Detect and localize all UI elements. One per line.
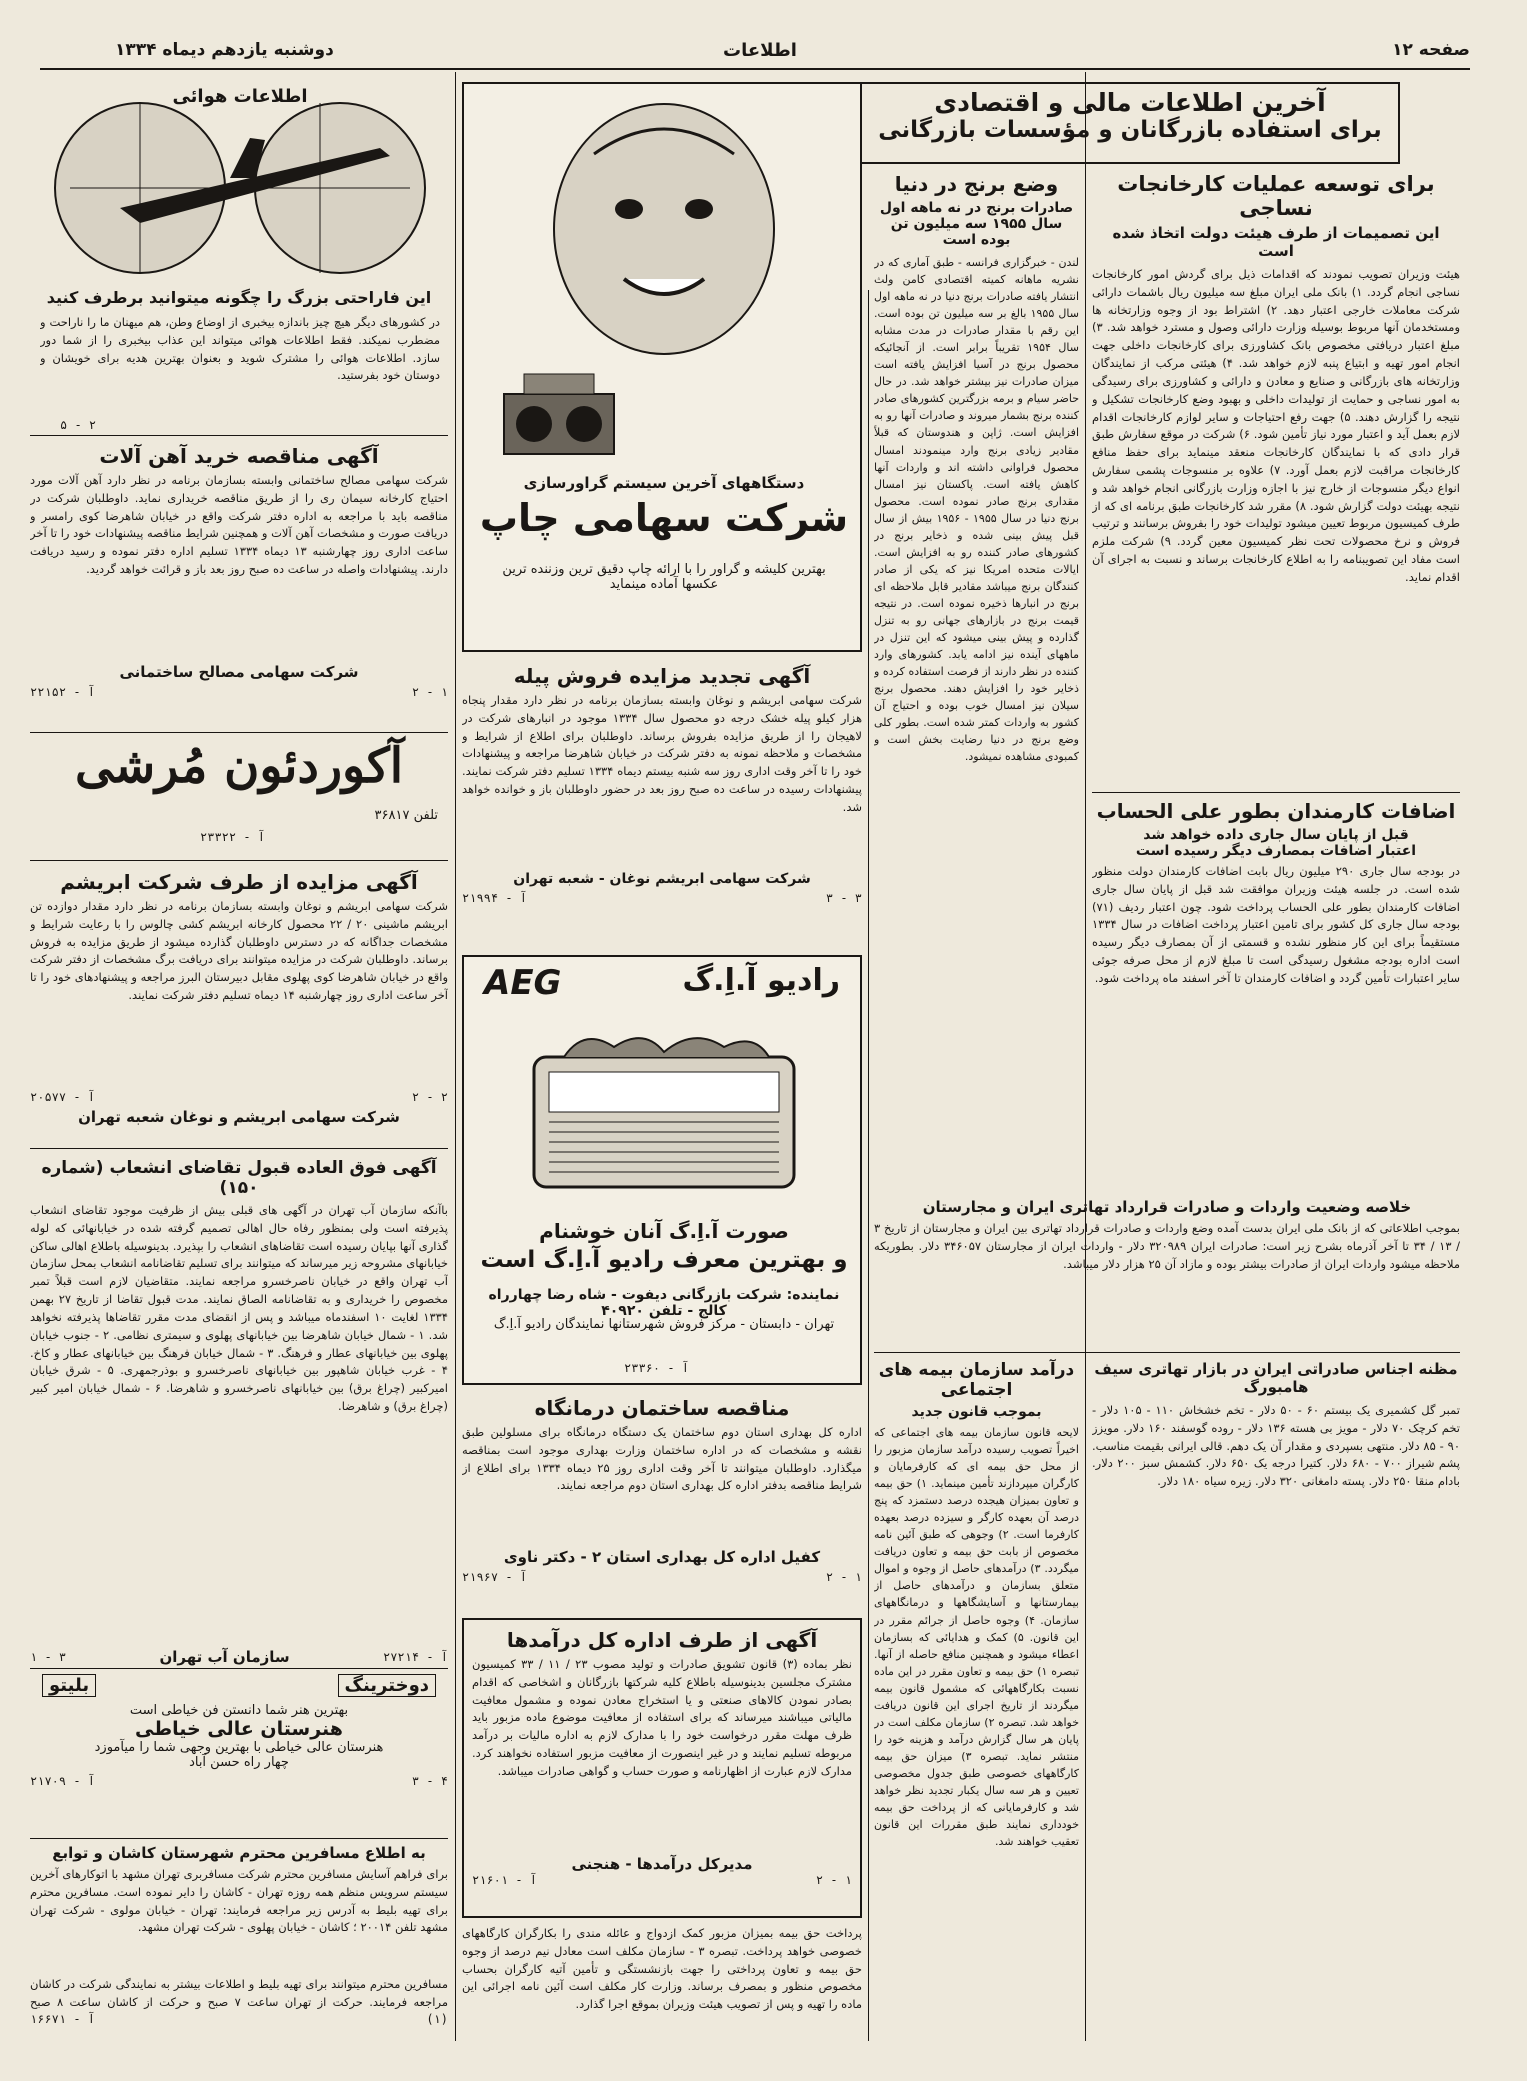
school-address: چهار راه حسن آباد (189, 1755, 289, 1770)
ad-code-left: آ - ۱۶۶۷۱ (30, 2012, 96, 2026)
rice-body: لندن - خبرگزاری فرانسه - طبق آماری که در نشریه ماهانه کمیته اقتصادی کامن ولث انتشار یافته صادرات برنج دنیا در نه ماهه اول سال ۱۹۵۵ بالغ بر سه میلیون تن بوده است. این رقم با مقدار صادرات در مدت مشابه سال ۱۹۵۴ تقریباً برابر است. از آنجائیکه محصول برنج در آسیا افزایش یافته است میزان صادرات نیز بیشتر خواهد شد. در حال حاضر سیام و برمه بزرگترین کشورهای صادر کننده برنج بشمار میروند و صادرات آنها رو به افزایش است. ژاپن و هندوستان که قبلاً مقادیر زیادی برنج وارد مینمودند امسال محصول فراوانی داشته اند و واردات آنها کاهش یافته است. پاکستان نیز امسال مقداری برنج صادر نموده است. محصول برنج دنیا در سال ۱۹۵۵ - ۱۹۵۶ بیش از سال قبل پیش بینی شده و ذخایر برنج در کشورهای صادر کننده رو به افزایش است. ایالات متحده امریکا نیز که یکی از صادر کنندگان برنج میباشد مقادیر قابل ملاحظه ای برنج در انبارها ذخیره نموده است. در نتیجه قیمت برنج در بازارهای جهانی رو به تنزل گذارده و پیش بینی میشود که این تنزل در ماههای آینده نیز ادامه یابد. کشورهای وارد کننده در نظر دارند از فرصت استفاده کرده و ذخایر خود را افزایش دهند. محصول برنج سیلان نیز امسال خوب بوده و احتیاج آن کشور به واردات کمتر شده است. بطور کلی وضع برنج در دنیا رضایت بخش است و کمبودی مشاهده نمیشود. (874, 256, 1079, 764)
water-body: باآنکه سازمان آب تهران در آگهی های قبلی بیش از ظرفیت موجود تقاضای انشعاب پذیرفته است ولی بمنظور رفاه حال اهالی تصمیم گرفته شده در خیابانهائی که لوله گذاری آنها بپایان رسیده است تقاضاهای انشعاب را بپذیرد. بدینوسیله باطلاع اهالی ساکن خیابانهای مشروحه زیر میرساند که میتوانند برای تسلیم تقاضانامه انشعاب بمحل سازمان آب تهران واقع در خیابان ناصرخسرو مراجعه نمایند. متقاضیان لازم است قبلاً تمبر مخصوص را خریداری و به تقاضانامه الصاق نمایند. مدت قبول تقاضا از تاریخ ۲۷ بهمن ۱۳۳۴ لغایت ۱۰ اسفندماه میباشد و پس از انقضای مدت مقرر تقاضاها پذیرفته نخواهد شد. ۱ - شمال خیابان شاهرضا بین خیابانهای پهلوی و سیمتری نظامی. ۲ - جنوب خیابان پهلوی بین خیابانهای عطار و فرهنگ. ۳ - شمال خیابان فرهنگ بین خیابانهای عطار و کاخ. ۴ - غرب خیابان شاهپور بین خیابانهای ناصرخسرو و بوذرجمهری. ۵ - شرق خیابان امیرکبیر (چراغ برق) بین خیابانهای ناصرخسرو و شاهرضا. ۶ - شمال خیابان امیر کبیر (چراغ برق) و شاهرضا. (30, 1203, 448, 1413)
trade-body: بموجب اطلاعاتی که از بانک ملی ایران بدست آمده وضع واردات و صادرات قرارداد تهاتری بین ایران و مجارستان از تاریخ ۳ / ۱۳ / ۳۴ تا آخر آذرماه بشرح زیر است: صادرات ایران ۳۲۰۹۸۹ دلار - واردات ایران از مجارستان ۳۴۶۰۵۷ دلار. بطوریکه ملاحظه میشود واردات ایران از صادرات بیشتر بوده و مازاد آن ۲۵ هزار دلار میباشد. (874, 1221, 1460, 1271)
silk-sale-title: آگهی تجدید مزایده فروش پیله (513, 664, 811, 688)
column-rule (455, 72, 456, 2041)
ad-code-right: ۲ - ۱ (815, 1873, 852, 1887)
textile-subhead: این تصمیمات از طرف هیئت دولت اتخاذ شده است (1112, 224, 1440, 260)
printing-company: شرکت سهامی چاپ (479, 496, 849, 540)
clinic-ad (462, 1392, 862, 1612)
section-rule (1092, 792, 1460, 793)
carpet-prices (1092, 1360, 1460, 2040)
water-signature: سازمان آب تهران (159, 1648, 290, 1666)
kashan-title: به اطلاع مسافرین محترم شهرستان کاشان و توابع (52, 1844, 426, 1862)
air-banner: اطلاعات هوائی (172, 86, 308, 107)
air-code: ۵ - ۲ (60, 418, 97, 432)
globe-airplane-illustration (50, 78, 430, 278)
air-headline: این فاراحتی بزرگ را چگونه میتوانید برطرف کنید (46, 288, 432, 307)
finance-banner (860, 82, 1400, 164)
section-rule (30, 1838, 448, 1839)
ad-code (462, 1570, 862, 1584)
school-logo-right: دوخترینگ (338, 1674, 436, 1697)
accordion-name: آکوردئون مُرشی (74, 738, 404, 794)
clinic-signature: کفیل اداره کل بهداری استان ۲ - دکتر ناوی (503, 1548, 821, 1566)
clinic-body: اداره کل بهداری استان دوم ساختمان یک دستگاه درمانگاه برای مسلولین طبق نقشه و مشخصات که در اداره ساختمان وزارت بهداری موجود است بمناقصه میگذارد. داوطلبان میتوانند تا آخر وقت اداری روز ۲۵ دیماه ۱۳۳۴ برای اطلاع از شرایط مناقصه بدفتر اداره کل بهداری استان دوم مراجعه نمایند. (462, 1425, 862, 1493)
school-headline: هنرستان عالی خیاطی (135, 1718, 343, 1740)
kashan-body: برای فراهم آسایش مسافرین محترم شرکت مسافربری تهران مشهد با اتوکارهای آخرین سیستم سرویس منظم همه روزه تهران - کاشان را دایر نموده است. مسافرین محترم برای تهیه بلیط به آدرس زیر مراجعه فرمایند: تهران - خیابان مولوی - شرکت تهران مشهد تلفن ۲۰۰۱۴ ؛ کاشان - خیابان پهلوی - شرکت تهران مشهد. (30, 1867, 448, 1935)
radio-slogan1: صورت آ.اِ.گ آنان خوشنام (539, 1219, 789, 1243)
radio-slogan2: و بهترین معرف رادیو آ.اِ.گ است (480, 1247, 848, 1273)
section-rule (30, 1668, 448, 1669)
school-line2: هنرستان عالی خیاطی با بهترین وجهی شما را میآموزد (94, 1740, 384, 1755)
ad-code-left: آ - ۲۱۹۹۴ (462, 891, 528, 905)
textile-article (1092, 172, 1460, 1207)
kashan-ad (30, 1844, 448, 2044)
page-header (60, 40, 1527, 66)
revenue-signature: مدیرکل درآمدها - هنجنی (571, 1855, 753, 1873)
ad-code-right: ۳ - ۴ (411, 1774, 448, 1788)
supplement-headline: اضافات کارمندان بطور علی الحساب (1096, 799, 1456, 823)
radio-ad (462, 955, 862, 1385)
ad-code-right: ۲ - ۱ (825, 1570, 862, 1584)
iron-tender-body: شرکت سهامی مصالح ساختمانی وابسته بسازمان برنامه در نظر دارد آهن آلات مورد احتیاج کارخانه سیمان ری را از طریق مناقصه خریداری نماید. داوطلبان شرکت در مناقصه باید با مراجعه به اداره دفتر شرکت واقع در خیابان شاهرضا کوی رامسر و دریافت صورت و مشخصات آهن آلات و همچنین شرایط مناقصه پیشنهادات خود را تا آخر ساعت اداری روز چهارشنبه ۱۳ دیماه ۱۳۳۴ تسلیم اداره دفتر نموده و رسید دریافت دارند. پیشنهادات واصله در ساعت ده صبح روز بعد باز و قرائت خواهد گردید. (30, 473, 448, 577)
clinic-title: مناقصه ساختمان درمانگاه (534, 1396, 790, 1420)
ad-code-right: ۱ - ۳ (30, 1650, 67, 1664)
section-rule (874, 1352, 1460, 1353)
section-rule (30, 732, 448, 733)
revenue-body: نظر بماده (۳) قانون تشویق صادرات و تولید مصوب ۲۳ / ۱۱ / ۳۳ کمیسیون مشترک مجلسین بدینوسیله باطلاع کلیه شرکتها بازرگانان و اشخاصی که اقدام بصادر نمودن کالاهای صنعتی و یا استخراج معادن نموده و مشمول معافیت مالیاتی میباشند میرساند که برای استفاده از معافیت موضوع ماده مزبور باید ظرف مهلت مقرر درخواست خود را با مدارک لازم به اداره مالیات بر درآمد مربوطه تسلیم نمایند و در غیر اینصورت از معافیت مزبور استفاده نخواهند کرد. مدارک لازم عبارت از اظهارنامه و صورت حساب و گواهی صادرات میباشد. (472, 1657, 852, 1778)
section-rule (30, 860, 448, 861)
water-ad (30, 1154, 448, 1664)
printing-press-icon (484, 354, 634, 474)
radio-provinces: تهران - دابستان - مرکز فروش شهرستانها نمایندگان رادیو آ.اِ.گ (493, 1317, 835, 1332)
insurance-body: لایحه قانون سازمان بیمه های اجتماعی که اخیراً تصویب رسیده درآمد سازمان مزبور را از محل حق بیمه ای که کارفرمایان و کارگران میپردازند تأمین مینماید. ۱) حق بیمه و تعاون بمیزان هیجده درصد دستمزد که پنج درصد آن بعهده کارگر و سیزده درصد بعهده کارفرما است. ۲) وجوهی که طبق آئین نامه مخصوص از بابت حق بیمه و تعاون دریافت میگردد. ۳) درآمدهای حاصل از وجوه و اموال متعلق بسازمان و درآمدهای حاصل از بیمارستانها و آسایشگاهها و درمانگاههای سازمان. ۴) وجوه حاصل از جرائم مقرر در این قانون. ۵) کمک و هدایائی که بسازمان اعطاء میشود و همچنین منافع حاصله از آنها. تبصره ۱) حق بیمه و تعاون مقرر در این ماده نسبت بکارگاههائی که مشمول قانون بیمه میگردند از تاریخ اجرای این قانون دریافت خواهد شد. تبصره ۲) سازمان مکلف است در پایان هر سال گزارش درآمد و هزینه خود را منتشر نماید. تبصره ۳) میزان حق بیمه کارگاههای خصوصی طبق جدول مخصوصی تعیین و هر سه سال یکبار تجدید نظر خواهد شد و کارفرمایانی که از پرداخت حق بیمه خودداری نمایند طبق مقررات این قانون تعقیب خواهند شد. (874, 1426, 1079, 1849)
carpet-body: تمبر گل کشمیری یک بیستم ۶۰ - ۵۰ دلار - تخم خشخاش ۱۱۰ - ۱۰۵ دلار - تخم کرچک ۷۰ دلار - مویز بی هسته ۱۳۶ دلار - روده گوسفند ۱۶۰ دلار. مویزز ۹۰ - ۸۵ دلار. منتهی بسپردی و مقدار آن یک دهم. قالی ایرانی بقیمت مناسب. پشم شیراز ۷۰۰ - ۶۸۰ دلار. کتیرا درجه یک ۶۵۰ دلار. کشمش سبز ۲۰۰ دلار. بادام منقا ۲۵۰ دلار. پسته دامغانی ۳۲۰ دلار. زیره سیاه ۱۸۰ دلار. (1092, 1403, 1460, 1489)
section-rule (30, 1148, 448, 1149)
finance-title: آخرین اطلاعات مالی و اقتصادی (934, 88, 1326, 117)
printing-tagline: بهترین کلیشه و گراور را با ارائه چاپ دقیق ترین وزننده ترین عکسها آماده مینماید (502, 562, 826, 592)
ad-code (30, 1774, 448, 1788)
ad-code (30, 685, 448, 699)
carpet-headline: مظنه اجناس صادراتی ایران در بازار تهاتری سیف هامبورگ (1094, 1360, 1458, 1396)
finance-subtitle: برای استفاده بازرگانان و مؤسسات بازرگانی (878, 117, 1382, 143)
textile-body: هیئت وزیران تصویب نمودند که اقدامات ذیل برای گردش امور کارخانجات نساجی انجام گردد. ۱) بانک ملی ایران مبلغ سه میلیون ریال باشمات دارائی شرکت معاملات خارجی اعتبار دهد. ۲) اشتراط بود از وجوه وزارتخانه ها ومستخدمان آنها مربوط بوسیله وزارت دارائی وصول و مسترد خواهد شد. ۳) مبلغ اعتبار دریافتی مخصوص بانک کشاورزی برای کارخانجات داخلی جهت انجام امور تهیه و ابتیاع پنبه لازم خواهد شد. ۴) هیئتی مرکب از نمایندگان وزارتخانه های بازرگانی و صنایع و معادن و دارائی و کشاورزی برای رسیدگی به امور نساجی و حمایت از تولیدات داخلی و بهبود وضع کارخانجات تشکیل و نتیجه را گزارش دهند. ۵) جهت رفع احتیاجات و سایر لوازم کارخانجات اقدام لازم بعمل آید و اعتبار مورد نیاز تأمین شود. ۶) شرکت در موقع سفارش طبق قرار دادی که با نمایندگان کارخانجات منعقد مینماید برای حفظ منافع کارخانجات مراقبت لازم بعمل آورد. ۷) علاوه بر منسوجات پشمی سفارش انواع دیگر منسوجات از خارج نیز با اجازه وزارت بازرگانی انجام خواهد شد و نتیجه بهیئت دولت گزارش شود. ۸) مقرر شد کارخانجات طبق برنامه ای که از طرف کمیسیون مربوط تعیین میشود تولیدات خود را بفروش برسانند و ترتیب فروش و نرخ محصولات تحت نظر کمیسیون معین گردد. ۹) شرکت ملزم است مفاد این تصویبنامه را به اطلاع کارخانجات برساند و نسبت به اجرای آن اقدام نماید. (1092, 267, 1460, 584)
ad-code-left: آ - ۲۱۷۰۹ (30, 1774, 96, 1788)
school-line1: بهترین هنر شما دانستن فن خیاطی است (129, 1703, 349, 1718)
insurance-headline: درآمد سازمان بیمه های اجتماعی (878, 1360, 1075, 1400)
silk-sale-signature: شرکت سهامی ابریشم نوغان - شعبه تهران (513, 871, 811, 887)
textile-headline: برای توسعه عملیات کارخانجات نساجی (1117, 172, 1435, 220)
radio-brand-fa: رادیو آ.اِ.گ (682, 963, 840, 998)
ad-code-right: ۳ - ۳ (825, 891, 862, 905)
baby-illustration (534, 94, 794, 364)
rice-headline: وضع برنج در دنیا (894, 172, 1059, 196)
supplement-sub2: اعتبار اضافات بمصارف دیگر رسیده است (1135, 843, 1417, 859)
revenue-ad (462, 1618, 862, 1918)
ad-code-left: آ - ۲۱۶۰۱ (472, 1873, 538, 1887)
water-title: آگهی فوق العاده قبول تقاضای انشعاب (شماره ۱۵۰) (41, 1158, 437, 1198)
radio-brand-en: AEG (484, 963, 562, 1003)
silk-auction-title: آگهی مزایده از طرف شرکت ابریشم (60, 870, 418, 894)
ad-code-left: آ - ۲۷۲۱۴ (382, 1650, 448, 1664)
iron-tender-signature: شرکت سهامی مصالح ساختمانی (119, 663, 359, 681)
ad-code (30, 2012, 448, 2026)
ad-code (30, 1090, 448, 1104)
printing-ad (462, 82, 862, 652)
rice-article (874, 172, 1079, 1192)
ad-code (472, 1873, 852, 1887)
issue-date: دوشنبه یازدهم دیماه ۱۳۳۴ (115, 40, 334, 60)
column-rule (868, 290, 869, 2041)
supplement-sub1: قبل از پایان سال جاری داده خواهد شد (1143, 827, 1409, 843)
air-body: در کشورهای دیگر هیچ چیز باندازه بیخبری از اوضاع وطن، هم میهنان ما را ناراحت و مضطرب نمیکند. فقط اطلاعات هوائی میتواند این عذاب بیخبری را از شما دور سازد. اطلاعات هوائی را مشترک شوید و بعنوان بهترین هدیه برای خویشان و دوستان خود بفرستید. (40, 315, 440, 383)
radio-code: آ - ۲۳۳۶۰ (624, 1361, 690, 1375)
silk-sale-body: شرکت سهامی ابریشم و نوغان وابسته بسازمان برنامه در نظر دارد مقدار پنجاه هزار کیلو پیله خشک درجه دو محصول سال ۱۳۳۴ موجود در انبارهای شرکت در لاهیجان را از طریق مزایده بفروش برساند. داوطلبان برای اطلاع از شرایط و مشخصات و ملاحظه نمونه به دفتر شرکت در خیابان شاهرضا مراجعه و پیشنهادات خود را تا آخر وقت اداری روز سه شنبه بیستم دیماه ۱۳۳۴ تسلیم دفتر شرکت نمایند. پیشنهادات رسیده در ساعت ده صبح روز بعد در حضور داوطلبان باز و خوانده خواهد شد. (462, 693, 862, 814)
school-logo-left: بلیتو (42, 1674, 96, 1697)
iron-tender-title: آگهی مناقصه خرید آهن آلات (99, 444, 379, 468)
silk-sale-ad (462, 660, 862, 955)
radio-illustration (524, 1027, 804, 1197)
rice-subhead: صادرات برنج در نه ماهه اول سال ۱۹۵۵ سه میلیون تن بوده است (879, 200, 1074, 248)
accordion-code: آ - ۲۳۳۲۲ (200, 830, 266, 844)
accordion-ad (30, 738, 448, 858)
accordion-phone: تلفن ۳۶۸۱۷ (374, 808, 438, 823)
ad-code (462, 891, 862, 905)
trade-article (874, 1198, 1460, 1350)
insurance-continuation: پرداخت حق بیمه بمیزان مزبور کمک ازدواج و عائله مندی را بکارگران کارگاههای خصوصی خواهد پرداخت. تبصره ۳ - سازمان مکلف است معادل نیم درصد از وجوه حق بیمه و تعاون پرداختی را جهت بازنشستگی و تأمین آتیه کارگران بحساب مخصوص منظور و بمصرف برساند. وزارت کار مکلف است آئین نامه اجرائی این ماده را تهیه و پس از تصویب هیئت وزیران بموقع اجرا گذارد. (462, 1926, 862, 2012)
silk-auction-body: شرکت سهامی ابریشم و نوغان وابسته بسازمان برنامه در نظر دارد مقدار دوازده تن ابریشم ماشینی ۲۰ / ۲۲ محصول کارخانه ابریشم کشی چالوس را با رعایت شرایط و مشخصات جداگانه که در دسترس داوطلبان گذارده میشود از طریق مزایده به فروش برساند. داوطلبان شرکت در مزایده میتوانند برای دریافت برگ مشخصات از دفتر شرکت واقع در خیابان شاهرضا کوی پهلوی مقابل دبیرستان البرز مراجعه و پیشنهادهای خود را تا آخر ساعت اداری روز چهارشنبه ۱۴ دیماه تسلیم دفتر شرکت نمایند. (30, 899, 448, 1003)
kashan-extra: مسافرین محترم میتوانند برای تهیه بلیط و اطلاعات بیشتر به نمایندگی شرکت در کاشان مراجعه فرمایند. حرکت از تهران ساعت ۷ صبح و حرکت از کاشان ساعت ۸ صبح (30, 1977, 448, 2009)
newspaper-name: اطلاعات (723, 40, 797, 61)
insurance-article (874, 1360, 1079, 2040)
page-number: صفحه ۱۲ (1392, 40, 1470, 60)
ad-code-left: آ - ۲۲۱۵۲ (30, 685, 96, 699)
section-rule (30, 435, 448, 436)
radio-agent: نماینده: شرکت بازرگانی دیفوت - شاه رضا چهارراه کالج - تلفن ۴۰۹۲۰ (488, 1287, 840, 1319)
column-rule (1085, 72, 1086, 2041)
ad-code-right: ۲ - ۲ (411, 1090, 448, 1104)
silk-auction-ad (30, 866, 448, 1146)
air-edition-ad (30, 78, 448, 433)
ad-code-right: (۱) (426, 2012, 448, 2026)
tailoring-school-ad (30, 1674, 448, 1834)
ad-code-right: ۲ - ۱ (411, 685, 448, 699)
printing-headline: دستگاههای آخرین سیستم گراورسازی (523, 474, 805, 492)
silk-auction-signature: شرکت سهامی ابریشم و نوغان شعبه تهران (78, 1108, 400, 1126)
insurance-subhead: بموجب قانون جدید (911, 1404, 1042, 1420)
supplement-body: در بودجه سال جاری ۲۹۰ میلیون ریال بابت اضافات کارمندان دولت منظور شده است. در جلسه هیئت وزیران موافقت شد قبل از پایان سال جاری اضافات کارمندان بطور علی الحساب پرداخت شود. چون اعتبار ردیف (۷۱) بودجه سال جاری کل کشور برای تامین اعتبار پرداخت اضافات در سال ۱۳۳۴ مستقیماً برای این کار منظور نشده و قسمتی از آن بمصارف دیگر رسیده است اداره بودجه مشغول رسیدگی است تا مبلغ لازم از محل صرفه جوئی سایر اعتبارات تأمین گردد و اضافات کارمندان تا آخر اسفند ماه پرداخت شود. (1092, 864, 1460, 985)
ad-code-left: آ - ۲۱۹۶۷ (462, 1570, 528, 1584)
header-rule (40, 68, 1470, 70)
iron-tender-ad (30, 440, 448, 730)
ad-code-left: آ - ۲۰۵۷۷ (30, 1090, 96, 1104)
trade-headline: خلاصه وضعیت واردات و صادرات قرارداد تهاتری ایران و مجارستان (922, 1198, 1412, 1216)
revenue-title: آگهی از طرف اداره کل درآمدها (506, 1628, 818, 1652)
